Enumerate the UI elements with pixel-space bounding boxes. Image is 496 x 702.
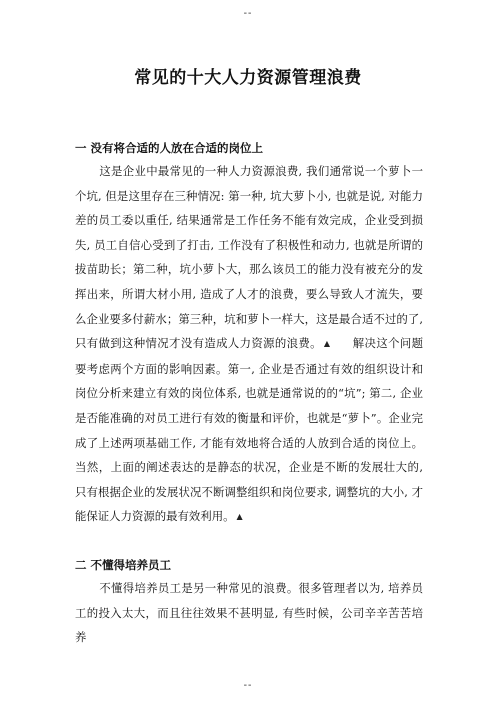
triangle-marker-icon: ▲	[236, 512, 243, 522]
section-1-text-b: 解决这个问题要考虑两个方面的影响因素。第一, 企业是否通过有效的组织设计和岗位分析来建立有效的岗位体系, 也就是通常说的的“坑”; 第二, 企业是否能准确的对员工进行有效的衡量和评价，也就是“萝卜”。企业完成了上述两项基础工作, 才能有效地将合适的人放到合适的岗位上。当然，上面的阐述表达的是静态的状况，企业是不断的发展壮大的, 只有根据企业的发展状况不断调整组织和岗位要求, 调整坑的大小, 才能保证人力资源的最有效利用。	[75, 336, 423, 524]
footer-mark: --	[243, 680, 253, 691]
triangle-marker-icon: ▲	[323, 339, 331, 349]
section-heading-1: 一 没有将合适的人放在合适的岗位上	[75, 141, 264, 155]
section-1-paragraph	[75, 159, 423, 530]
header-mark: --	[243, 8, 253, 19]
section-2-paragraph	[75, 576, 423, 650]
section-2-text: 不懂得培养员工是另一种常见的浪费。很多管理者以为, 培养员工的投入太大，而且往往效果不甚明显, 有些时候，公司辛辛苦苦培养	[75, 581, 423, 645]
section-1-text-a: 这是企业中最常见的一种人力资源浪费, 我们通常说一个萝卜一个坑, 但是这里存在三种情况: 第一种, 坑大萝卜小, 也就是说, 对能力差的员工委以重任, 结果通常是工作任务不能有效完成，企业受到损失, 员工自信心受到了打击, 工作没有了积极性和动力, 也就是所谓的拔苗助长；第二种，坑小萝卜大，那么该员工的能力没有被充分的发挥出来，所谓大材小用, 造成了人才的浪费，要么导致人才流失，要么企业要多付薪水；第三种，坑和萝卜一样大，这是最合适不过的了, 只有做到这种情况才没有造成人力资源的浪费。	[75, 164, 423, 351]
section-heading-2: 二 不懂得培养员工	[75, 558, 172, 572]
page-title: 常见的十大人力资源管理浪费	[134, 68, 362, 88]
